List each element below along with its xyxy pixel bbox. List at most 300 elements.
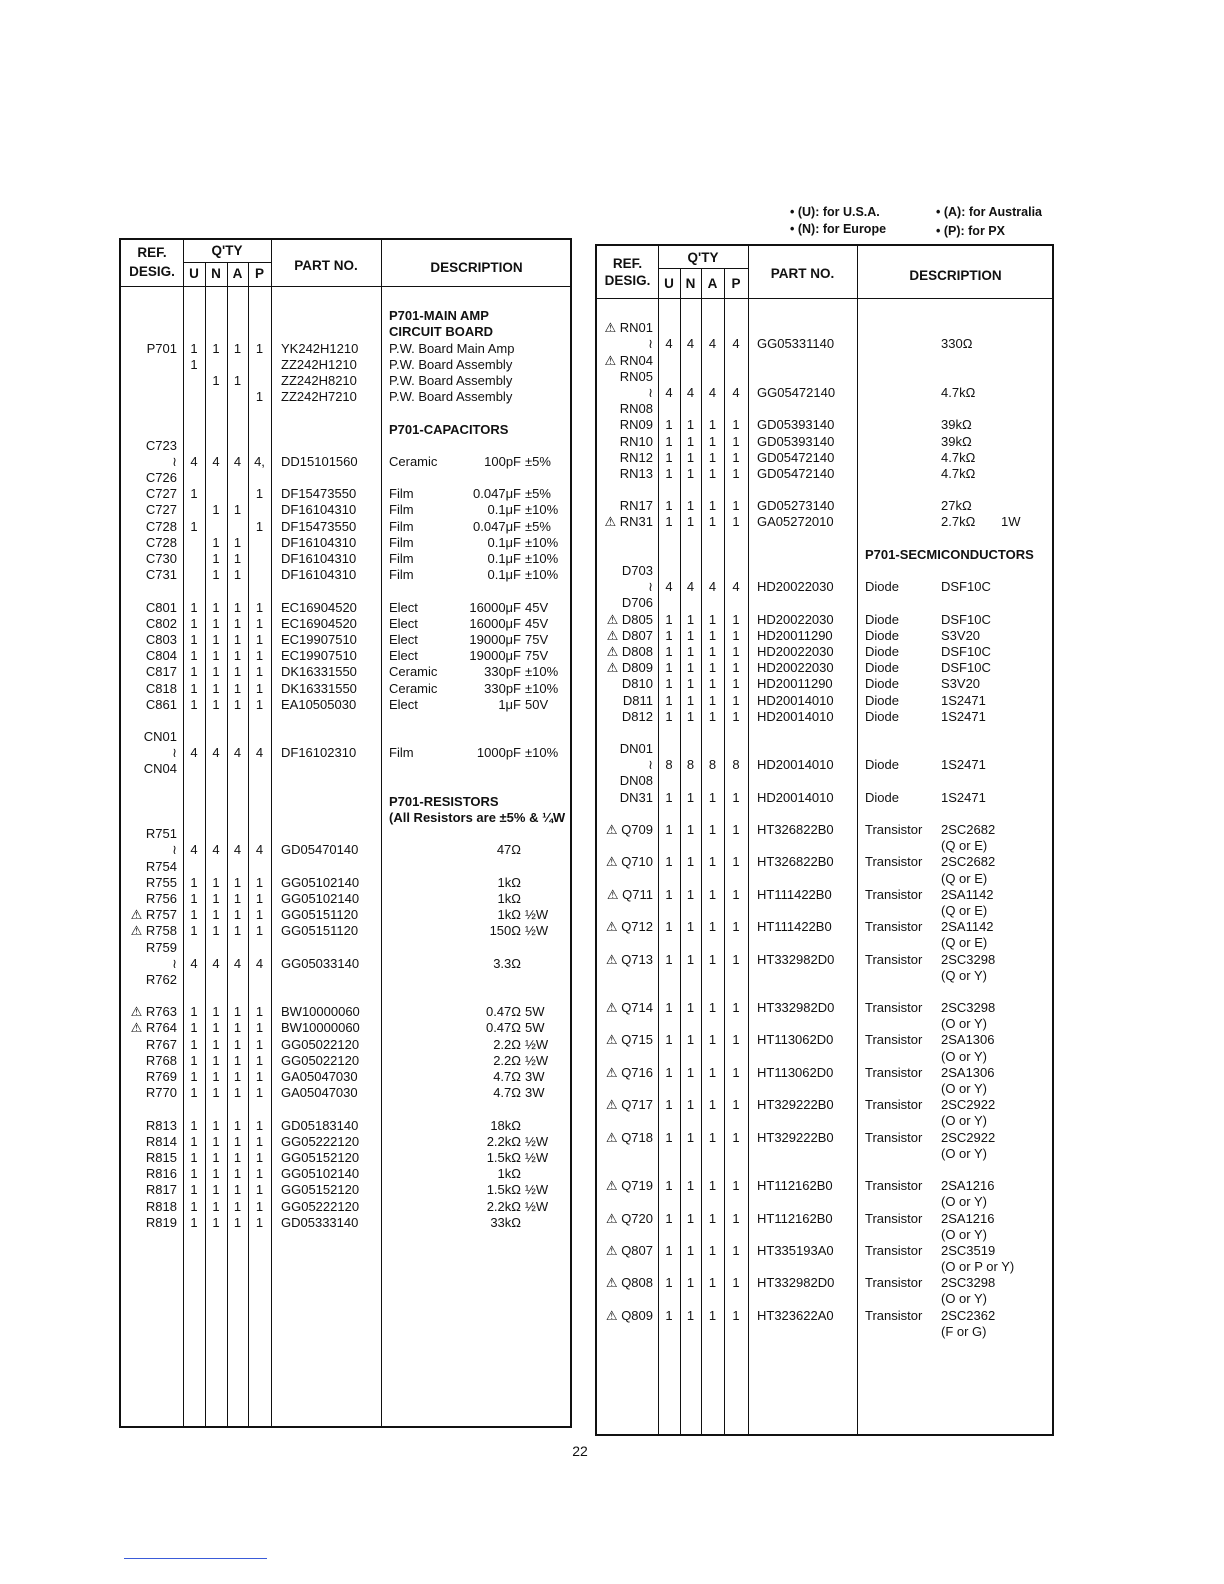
legend-usa: • (U): for U.S.A. bbox=[790, 205, 880, 219]
qty-n: 1 bbox=[212, 1117, 220, 1133]
table-row bbox=[121, 810, 570, 826]
part-no: DF15473550 bbox=[281, 486, 357, 502]
ref-desig: ⚠ Q717 bbox=[605, 1097, 653, 1113]
table-row bbox=[597, 595, 1052, 611]
qty-u: 1 bbox=[190, 340, 198, 356]
header-qty: Q'TY bbox=[211, 243, 243, 258]
table-row bbox=[597, 401, 1052, 417]
qty-a: 1 bbox=[233, 631, 242, 647]
desc-value: 2.2Ω bbox=[493, 1052, 521, 1068]
table-row bbox=[597, 1146, 1052, 1162]
qty-n: 1 bbox=[212, 874, 220, 890]
qty-p: 1 bbox=[732, 1178, 740, 1194]
qty-n: 4 bbox=[212, 842, 220, 858]
desc-type: Film bbox=[389, 502, 414, 518]
ref-desig: RN08 bbox=[619, 401, 653, 417]
qty-p: 1 bbox=[255, 890, 264, 906]
part-no: HT332982D0 bbox=[757, 1000, 835, 1016]
ref-desig: C727 bbox=[145, 486, 177, 502]
desc-value: 2.2kΩ bbox=[486, 1133, 521, 1149]
qty-n: 1 bbox=[686, 514, 695, 530]
qty-u: 1 bbox=[190, 356, 198, 372]
table-row bbox=[121, 1199, 570, 1215]
table-row bbox=[597, 531, 1052, 547]
qty-u: 1 bbox=[665, 417, 673, 433]
part-no: DF16102310 bbox=[281, 745, 357, 761]
desc-spec: ½W bbox=[525, 1133, 549, 1149]
qty-a: 1 bbox=[708, 1210, 717, 1226]
desc-spec: ½W bbox=[525, 1182, 549, 1198]
qty-p: 1 bbox=[255, 1052, 264, 1068]
qty-a: 1 bbox=[708, 951, 717, 967]
desc-spec: ½W bbox=[525, 907, 549, 923]
ref-desig: C727 bbox=[145, 502, 177, 518]
qty-u: 1 bbox=[665, 643, 673, 659]
part-no: HT326822B0 bbox=[757, 822, 834, 837]
desc-value: DSF10C bbox=[941, 611, 991, 627]
desc-type: Transistor bbox=[865, 1064, 923, 1080]
desc-value: 1S2471 bbox=[941, 692, 986, 708]
desc-value: 2SC2362 bbox=[941, 1307, 996, 1323]
ref-desig: ⚠ Q718 bbox=[605, 1129, 653, 1145]
ref-desig: ⚠ Q713 bbox=[605, 951, 653, 967]
part-no: EC19907510 bbox=[281, 631, 357, 647]
qty-u: 1 bbox=[190, 599, 198, 615]
ref-desig: R818 bbox=[145, 1198, 177, 1214]
desc-value: 0.47Ω bbox=[485, 1020, 521, 1036]
desc-type: Ceramic bbox=[389, 680, 438, 696]
desc-spec: 45V bbox=[525, 599, 549, 615]
qty-u: 1 bbox=[665, 676, 673, 692]
table-row bbox=[121, 1101, 570, 1117]
qty-u: 1 bbox=[665, 1307, 673, 1323]
desc-value: 0.1μF bbox=[487, 567, 521, 583]
ref-desig: ⚠ R763 bbox=[130, 1004, 177, 1020]
section-heading: P701-MAIN AMP bbox=[389, 308, 489, 324]
qty-p: 1 bbox=[732, 498, 740, 514]
qty-a: 1 bbox=[708, 886, 717, 902]
table-row bbox=[597, 1308, 1052, 1324]
legend-australia: • (A): for Australia bbox=[936, 205, 1042, 219]
ref-desig: ≀ bbox=[648, 384, 653, 400]
qty-n: 1 bbox=[686, 449, 695, 465]
ref-desig: ⚠ R758 bbox=[130, 923, 177, 939]
section-heading: P701-CAPACITORS bbox=[389, 421, 509, 437]
header-qty: Q'TY bbox=[687, 250, 719, 265]
part-no: HT111422B0 bbox=[757, 919, 832, 935]
desc-spec: 45V bbox=[525, 615, 549, 631]
desc-type: Diode bbox=[865, 708, 899, 724]
footer-rule bbox=[124, 1558, 267, 1559]
desc-value: 2.2Ω bbox=[493, 1036, 521, 1052]
qty-a: 1 bbox=[233, 1085, 242, 1101]
header-a: A bbox=[707, 276, 718, 291]
qty-a: 1 bbox=[708, 1275, 717, 1291]
qty-u: 1 bbox=[190, 1052, 198, 1068]
qty-u: 1 bbox=[665, 1032, 673, 1048]
part-no: DK16331550 bbox=[281, 664, 357, 680]
qty-p: 1 bbox=[732, 643, 740, 659]
ref-desig: D812 bbox=[621, 708, 653, 724]
part-no: GD05183140 bbox=[281, 1117, 359, 1133]
qty-p: 4 bbox=[732, 336, 740, 352]
qty-p: 1 bbox=[255, 1036, 264, 1052]
part-no: ZZ242H7210 bbox=[281, 389, 357, 405]
qty-p: 1 bbox=[732, 854, 740, 870]
qty-n: 1 bbox=[212, 567, 220, 583]
qty-p: 1 bbox=[732, 514, 740, 530]
desc-type: Transistor bbox=[865, 1129, 923, 1145]
qty-a: 1 bbox=[233, 1182, 242, 1198]
qty-a: 1 bbox=[708, 643, 717, 659]
desc-type: Elect bbox=[389, 599, 418, 615]
table-row bbox=[597, 790, 1052, 806]
qty-n: 1 bbox=[686, 643, 695, 659]
qty-p: 1 bbox=[732, 1064, 740, 1080]
ref-desig: ≀ bbox=[648, 336, 653, 352]
ref-desig: R751 bbox=[145, 826, 177, 842]
desc-value: 4.7kΩ bbox=[941, 384, 976, 400]
table-row bbox=[597, 320, 1052, 336]
desc-value: S3V20 bbox=[941, 627, 981, 643]
desc-value: (Q or E) bbox=[941, 838, 988, 854]
ref-desig: CN04 bbox=[143, 761, 177, 777]
qty-p: 1 bbox=[255, 923, 264, 939]
ref-desig: ⚠ Q808 bbox=[605, 1275, 653, 1291]
qty-p: 4 bbox=[732, 384, 740, 400]
table-row bbox=[597, 434, 1052, 450]
table-row bbox=[121, 681, 570, 697]
qty-n: 1 bbox=[686, 708, 695, 724]
qty-n: 1 bbox=[212, 502, 220, 518]
desc-value: 330Ω bbox=[941, 336, 973, 352]
ref-desig: ⚠ Q809 bbox=[605, 1307, 653, 1323]
qty-a: 1 bbox=[233, 664, 242, 680]
qty-a: 1 bbox=[708, 1178, 717, 1194]
desc-value: 1kΩ bbox=[497, 890, 521, 906]
part-no: GG05331140 bbox=[757, 336, 835, 352]
desc-spec: 3W bbox=[525, 1069, 545, 1084]
table-row bbox=[597, 612, 1052, 628]
qty-a: 1 bbox=[708, 919, 717, 935]
part-no: HT326822B0 bbox=[757, 854, 834, 870]
qty-n: 1 bbox=[212, 696, 220, 712]
desc-spec: ±10% bbox=[525, 567, 559, 583]
table-row bbox=[121, 422, 570, 438]
ref-desig: RN12 bbox=[619, 449, 653, 465]
qty-p: 1 bbox=[255, 1198, 264, 1214]
desc-type: Transistor bbox=[865, 951, 923, 967]
table-row bbox=[121, 502, 570, 518]
qty-a: 1 bbox=[233, 1004, 242, 1020]
desc-value: (O or Y) bbox=[941, 1113, 987, 1129]
table-row bbox=[597, 660, 1052, 676]
table-row bbox=[121, 1150, 570, 1166]
desc-value: 1S2471 bbox=[941, 789, 986, 805]
qty-p: 1 bbox=[255, 1182, 264, 1198]
qty-u: 1 bbox=[190, 1069, 198, 1084]
qty-a: 1 bbox=[233, 534, 242, 550]
qty-n: 1 bbox=[212, 1069, 220, 1084]
desc-type: Elect bbox=[389, 696, 418, 712]
ref-desig: D706 bbox=[621, 595, 653, 611]
part-no: YK242H1210 bbox=[281, 340, 359, 356]
table-row bbox=[597, 1243, 1052, 1259]
qty-u: 1 bbox=[190, 1004, 198, 1020]
table-row bbox=[597, 919, 1052, 935]
qty-p: 1 bbox=[255, 1085, 264, 1101]
desc-type: Ceramic bbox=[389, 664, 438, 680]
header-description: DESCRIPTION bbox=[909, 268, 1002, 283]
qty-u: 1 bbox=[190, 1085, 198, 1101]
part-no: EA10505030 bbox=[281, 696, 357, 712]
table-row bbox=[597, 482, 1052, 498]
part-no: DF16104310 bbox=[281, 551, 357, 566]
part-no: HT112162B0 bbox=[757, 1178, 833, 1194]
part-no: GG05102140 bbox=[281, 874, 360, 890]
qty-n: 1 bbox=[212, 372, 220, 388]
table-row bbox=[597, 984, 1052, 1000]
desc-value: 2SC2922 bbox=[941, 1129, 996, 1145]
part-no: HT335193A0 bbox=[757, 1242, 834, 1258]
ref-desig: R768 bbox=[145, 1052, 177, 1068]
table-row bbox=[121, 907, 570, 923]
part-no: GG05222120 bbox=[281, 1133, 360, 1149]
part-no: HD20022030 bbox=[757, 660, 834, 676]
part-no: GG05022120 bbox=[281, 1052, 360, 1068]
table-row bbox=[597, 1065, 1052, 1081]
qty-n: 1 bbox=[212, 1198, 220, 1214]
part-no: DF16104310 bbox=[281, 502, 357, 518]
table-row bbox=[121, 357, 570, 373]
table-row bbox=[121, 616, 570, 632]
qty-n: 1 bbox=[686, 660, 695, 676]
table-row bbox=[121, 745, 570, 761]
header-part-no: PART NO. bbox=[294, 258, 358, 273]
qty-u: 1 bbox=[190, 664, 198, 680]
table-row bbox=[121, 794, 570, 810]
part-no: HD20022030 bbox=[757, 611, 834, 627]
desc-value: (Q or E) bbox=[941, 935, 988, 951]
qty-a: 1 bbox=[233, 1214, 242, 1230]
ref-desig: ⚠ D805 bbox=[606, 611, 653, 627]
part-no: ZZ242H8210 bbox=[281, 372, 357, 388]
table-row bbox=[121, 454, 570, 470]
ref-desig: DN01 bbox=[619, 741, 653, 757]
desc-value: (O or Y) bbox=[941, 1081, 987, 1096]
part-no: HD20014010 bbox=[757, 789, 834, 805]
table-row bbox=[597, 579, 1052, 595]
qty-n: 1 bbox=[686, 627, 695, 643]
qty-a: 4 bbox=[233, 745, 242, 761]
ref-desig: ⚠ Q714 bbox=[605, 1000, 653, 1016]
header-u: U bbox=[189, 266, 199, 281]
qty-a: 1 bbox=[233, 890, 242, 906]
qty-u: 1 bbox=[665, 611, 673, 627]
qty-a: 1 bbox=[708, 1064, 717, 1080]
qty-u: 1 bbox=[665, 1064, 673, 1080]
qty-a: 1 bbox=[233, 502, 242, 518]
desc-type: Film bbox=[389, 534, 414, 550]
desc-value: 4.7Ω bbox=[493, 1085, 521, 1101]
ref-desig: C861 bbox=[145, 696, 177, 712]
qty-a: 1 bbox=[233, 599, 242, 615]
table-row bbox=[121, 1166, 570, 1182]
header-ref: REF. bbox=[137, 245, 167, 260]
qty-n: 4 bbox=[686, 336, 695, 352]
qty-u: 1 bbox=[190, 1020, 198, 1036]
part-no: DF16104310 bbox=[281, 534, 357, 550]
ref-desig: C802 bbox=[145, 615, 177, 631]
qty-n: 1 bbox=[212, 551, 220, 566]
qty-a: 1 bbox=[233, 907, 242, 923]
desc-type: Transistor bbox=[865, 1275, 923, 1291]
qty-p: 1 bbox=[255, 1069, 264, 1084]
desc-type: Film bbox=[389, 551, 414, 566]
desc-value: 4.7kΩ bbox=[941, 465, 976, 481]
table-row bbox=[597, 1032, 1052, 1048]
ref-desig: ⚠ D808 bbox=[606, 643, 653, 659]
qty-u: 1 bbox=[190, 1198, 198, 1214]
section-heading: (All Resistors are ±5% & ¼W bbox=[389, 810, 566, 825]
qty-u: 1 bbox=[190, 1149, 198, 1165]
desc-value: (Q or Y) bbox=[941, 967, 987, 983]
desc-value: (O or Y) bbox=[941, 1226, 987, 1242]
qty-n: 1 bbox=[686, 417, 695, 433]
table-row bbox=[121, 923, 570, 939]
table-row bbox=[597, 1081, 1052, 1097]
desc-spec: ±10% bbox=[525, 680, 559, 696]
table-row bbox=[597, 304, 1052, 320]
desc-type: P.W. Board Main Amp bbox=[389, 340, 515, 356]
table-row bbox=[597, 725, 1052, 741]
qty-p: 1 bbox=[732, 660, 740, 676]
part-no: GD05472140 bbox=[757, 465, 835, 481]
qty-p: 4 bbox=[255, 745, 264, 761]
desc-type: Transistor bbox=[865, 854, 923, 870]
qty-n: 1 bbox=[212, 680, 220, 696]
table-row bbox=[597, 466, 1052, 482]
desc-value: 1000pF bbox=[476, 745, 521, 761]
qty-p: 1 bbox=[732, 676, 740, 692]
table-row bbox=[597, 498, 1052, 514]
qty-a: 1 bbox=[233, 340, 242, 356]
qty-u: 1 bbox=[665, 514, 673, 530]
qty-a: 1 bbox=[708, 660, 717, 676]
table-row bbox=[597, 1130, 1052, 1146]
desc-value: 2SA1306 bbox=[941, 1032, 995, 1048]
qty-n: 1 bbox=[686, 854, 695, 870]
qty-u: 1 bbox=[190, 696, 198, 712]
desc-spec: 3W bbox=[525, 1085, 545, 1101]
qty-n: 1 bbox=[212, 1052, 220, 1068]
table-row bbox=[121, 308, 570, 324]
table-row bbox=[597, 1000, 1052, 1016]
table-row bbox=[121, 632, 570, 648]
desc-spec: ±5% bbox=[525, 486, 551, 502]
qty-n: 1 bbox=[686, 1032, 695, 1048]
qty-u: 1 bbox=[190, 874, 198, 890]
table-row bbox=[121, 1085, 570, 1101]
header-n: N bbox=[211, 266, 221, 281]
part-no: GD05333140 bbox=[281, 1214, 359, 1230]
qty-u: 1 bbox=[665, 1097, 673, 1113]
qty-n: 1 bbox=[212, 923, 220, 939]
qty-u: 1 bbox=[665, 1000, 673, 1016]
qty-a: 1 bbox=[233, 1198, 242, 1214]
ref-desig: C728 bbox=[145, 534, 177, 550]
desc-spec: ±5% bbox=[525, 518, 551, 534]
desc-value: 39kΩ bbox=[941, 433, 972, 449]
ref-desig: RN17 bbox=[619, 498, 653, 514]
desc-type: Film bbox=[389, 567, 414, 583]
qty-a: 1 bbox=[708, 789, 717, 805]
qty-u: 1 bbox=[190, 1214, 198, 1230]
qty-p: 1 bbox=[255, 1020, 264, 1036]
desc-value: (F or G) bbox=[941, 1323, 987, 1339]
part-no: HD20011290 bbox=[757, 627, 833, 643]
part-no: GA05047030 bbox=[281, 1085, 358, 1101]
qty-p: 1 bbox=[732, 465, 740, 481]
table-row bbox=[121, 972, 570, 988]
qty-p: 1 bbox=[732, 627, 740, 643]
table-row bbox=[121, 1004, 570, 1020]
qty-n: 1 bbox=[686, 433, 695, 449]
qty-u: 1 bbox=[665, 660, 673, 676]
qty-n: 1 bbox=[686, 951, 695, 967]
part-no: GG05151120 bbox=[281, 907, 359, 923]
ref-desig: DN31 bbox=[619, 789, 653, 805]
table-row bbox=[597, 935, 1052, 951]
desc-type: P.W. Board Assembly bbox=[389, 372, 513, 388]
desc-value: 330pF bbox=[484, 680, 521, 696]
qty-n: 4 bbox=[686, 579, 695, 595]
qty-a: 1 bbox=[233, 1069, 242, 1084]
qty-n: 1 bbox=[686, 465, 695, 481]
ref-desig: ≀ bbox=[172, 453, 177, 469]
qty-p: 1 bbox=[732, 611, 740, 627]
table-row bbox=[597, 385, 1052, 401]
section-heading: P701-SECMICONDUCTORS bbox=[865, 546, 1034, 562]
table-row bbox=[121, 438, 570, 454]
part-no: HT113062D0 bbox=[757, 1032, 834, 1048]
table-row bbox=[597, 1194, 1052, 1210]
ref-desig: R759 bbox=[145, 939, 177, 955]
ref-desig: R756 bbox=[145, 890, 177, 906]
part-no: GA05047030 bbox=[281, 1069, 358, 1084]
desc-value: 19000μF bbox=[469, 648, 521, 664]
qty-n: 1 bbox=[686, 1129, 695, 1145]
part-no: HD20022030 bbox=[757, 579, 834, 595]
ref-desig: ⚠ RN31 bbox=[604, 514, 653, 530]
qty-p: 1 bbox=[732, 449, 740, 465]
ref-desig: ≀ bbox=[172, 842, 177, 858]
ref-desig: ⚠ Q716 bbox=[605, 1064, 653, 1080]
table-row bbox=[121, 729, 570, 745]
desc-value: 1.5kΩ bbox=[486, 1149, 521, 1165]
qty-u: 8 bbox=[665, 757, 673, 773]
qty-p: 1 bbox=[732, 919, 740, 935]
desc-spec: ±10% bbox=[525, 502, 559, 518]
qty-p: 1 bbox=[255, 696, 264, 712]
table-row bbox=[121, 1053, 570, 1069]
table-row bbox=[121, 324, 570, 340]
desc-value: 0.1μF bbox=[487, 502, 521, 518]
table-row bbox=[121, 1037, 570, 1053]
qty-p: 1 bbox=[732, 886, 740, 902]
table-row bbox=[121, 648, 570, 664]
table-row bbox=[597, 822, 1052, 838]
